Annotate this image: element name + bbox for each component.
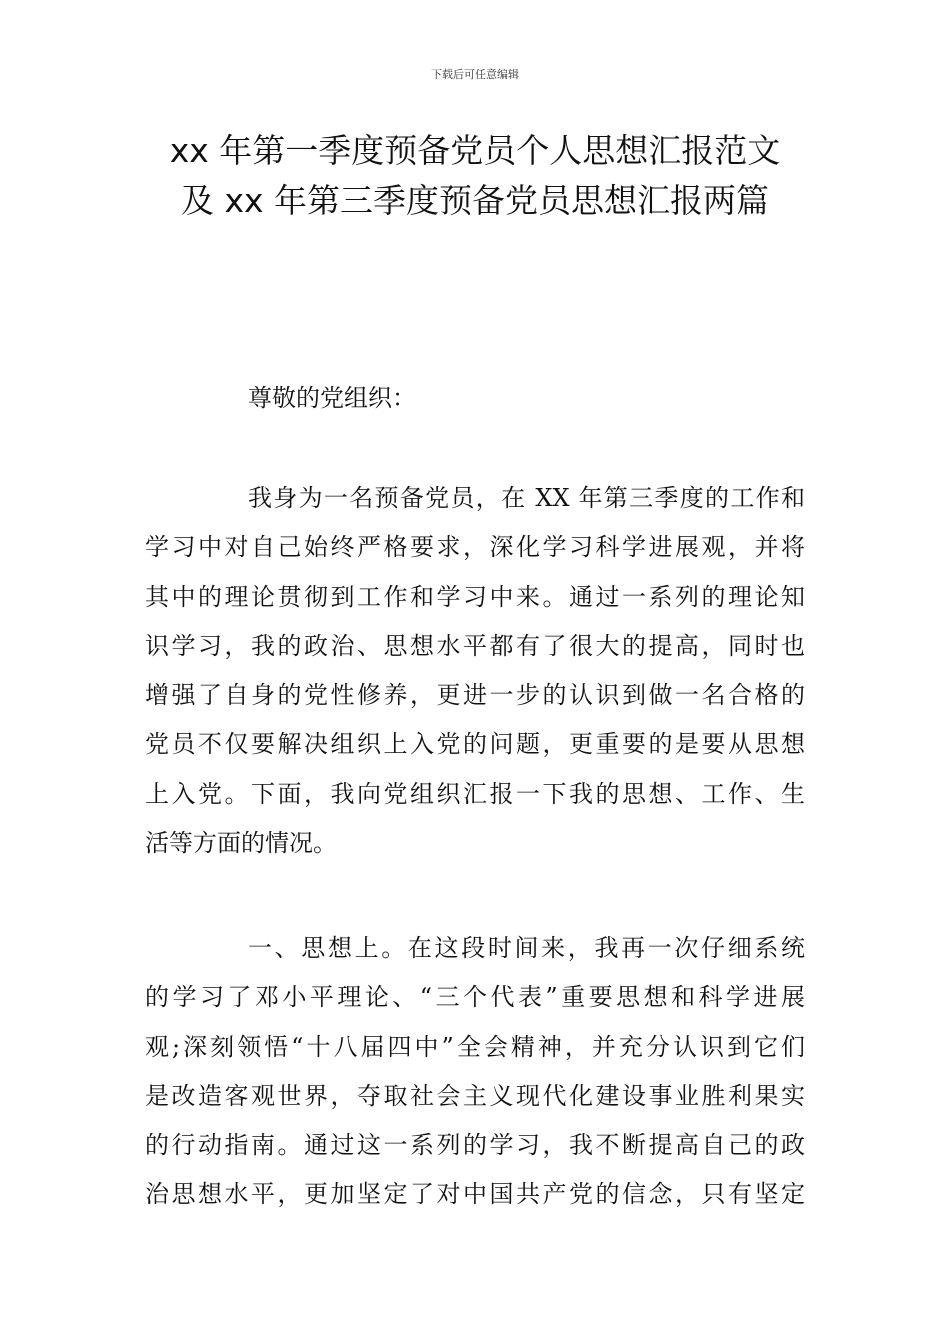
paragraph-2 <box>145 924 805 1220</box>
paragraph-line: 治思想水平，更加坚定了对中国共产党的信念，只有坚定 <box>145 1180 805 1209</box>
paragraph-line: 一、思想上。在这段时间来，我再一次仔细系统 <box>248 934 805 962</box>
paragraph-line: 其中的理论贯彻到工作和学习中来。通过一系列的理论知 <box>145 582 805 611</box>
page-header-note: 下载后可任意编辑 <box>431 68 519 81</box>
salutation: 尊敬的党组织： <box>248 384 416 412</box>
document-title <box>100 126 850 226</box>
paragraph-1 <box>145 474 805 868</box>
paragraph-line: 是改造客观世界，夺取社会主义现代化建设事业胜利果实 <box>145 1081 805 1110</box>
paragraph-line: 增强了自身的党性修养，更进一步的认识到做一名合格的 <box>145 681 805 710</box>
paragraph-line: 学习中对自己始终严格要求，深化学习科学进展观，并将 <box>145 533 805 562</box>
paragraph-line: 识学习，我的政治、思想水平都有了很大的提高，同时也 <box>145 631 805 660</box>
paragraph-line: 观;深刻领悟“十八届四中”全会精神，并充分认识到它们 <box>145 1032 805 1061</box>
paragraph-line: 活等方面的情况。 <box>145 829 337 858</box>
title-line-2: 及 xx 年第三季度预备党员思想汇报两篇 <box>180 181 770 220</box>
title-line-1: xx 年第一季度预备党员个人思想汇报范文 <box>169 131 781 170</box>
paragraph-line: 的学习了邓小平理论、“三个代表”重要思想和科学进展 <box>145 983 805 1012</box>
paragraph-line: 上入党。下面，我向党组织汇报一下我的思想、工作、生 <box>145 779 805 808</box>
paragraph-line: 的行动指南。通过这一系列的学习，我不断提高自己的政 <box>145 1131 805 1160</box>
paragraph-line: 我身为一名预备党员，在 XX 年第三季度的工作和 <box>248 484 805 512</box>
paragraph-line: 党员不仅要解决组织上入党的问题，更重要的是要从思想 <box>145 730 805 759</box>
